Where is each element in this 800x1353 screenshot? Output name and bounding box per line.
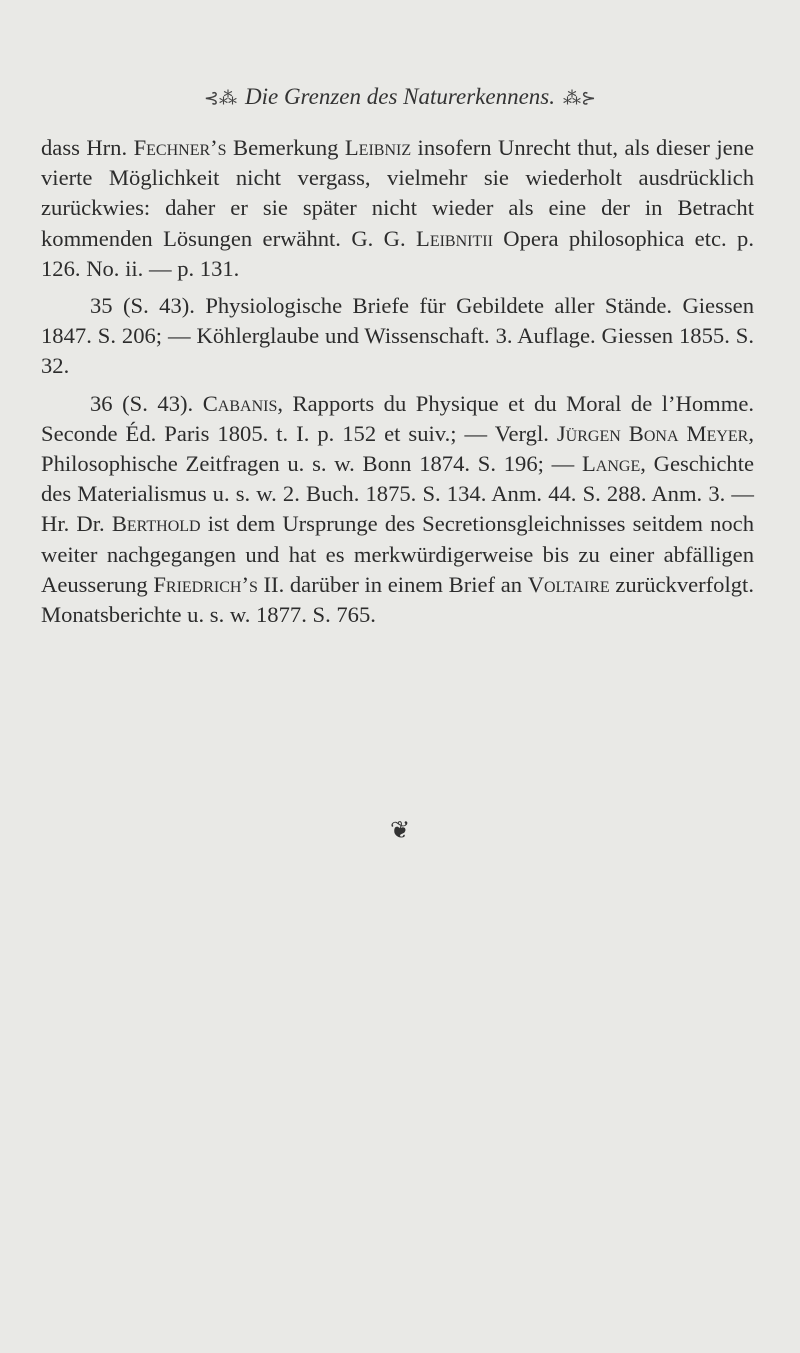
author-name: Leibniz [344,135,412,160]
text-run: , Rapports du Physique et du Moral de l’Homme. Seconde Éd. Paris 1805. t. I. p. 152 et suiv.; — Vergl. [41,390,755,446]
ornament-left-icon: ⊰⁂ [203,88,237,108]
text-run: 36 (S. 43). [90,390,203,416]
text-run: ist dem Ursprunge des Secretionsgleichnisses seitdem noch weiter nachgegangen und hat es merkwürdigerweise bis zu einer abfälligen Aeusserung [41,511,754,597]
author-name: Berthold [111,511,201,537]
author-name: Friedrich’s [153,571,258,597]
text-run: 35 (S. 43). Physiologische Briefe für Gebildete aller Stände. Giessen 1847. S. 206; — Köhlerglaube und Wissenschaft. 3. Auflage. Giessen 1855. S. 32. [41,293,754,379]
note-36 [41,389,754,631]
author-name: Lange [581,451,641,477]
text-run: , Philosophische Zeitfragen u. s. w. Bonn 1874. S. 196; — [41,420,755,477]
text-run: Bemerkung [226,135,345,160]
running-header [0,84,800,110]
text-run: insofern Unrecht thut, als dieser jene vierte Möglichkeit nicht vergass, vielmehr sie wiederholt ausdrücklich zurückwies: daher er sie später nicht wieder als eine der in Betracht kommenden Lösungen erwähnt. G. G. [41,135,755,251]
notes-text [41,133,754,630]
author-name: Cabanis [202,390,278,416]
text-run: zurückverfolgt. Monatsberichte u. s. w. 1877. S. 765. [41,571,754,628]
author-name: Leibnitii [416,225,493,251]
text-run: , Geschichte des Materialismus u. s. w. 2. Buch. 1875. S. 134. Anm. 44. S. 288. Anm. 3. — Hr. Dr. [41,451,754,537]
author-name: Voltaire [527,571,610,597]
paragraph-continuation [41,133,754,284]
text-run: II. darüber in einem Brief an [257,571,528,597]
text-run: Opera philosophica etc. p. 126. No. ii. — p. 131. [41,225,754,281]
author-name: Fechner’s [133,135,227,160]
ornament-right-icon: ⁂⊱ [563,88,597,108]
tailpiece-ornament-icon: ❦ [389,818,411,844]
running-title: Die Grenzen des Naturerkennens. [244,84,555,109]
note-35 [41,291,754,382]
text-run: dass Hrn. [41,135,134,160]
author-name: Jürgen Bona Meyer [556,420,749,446]
